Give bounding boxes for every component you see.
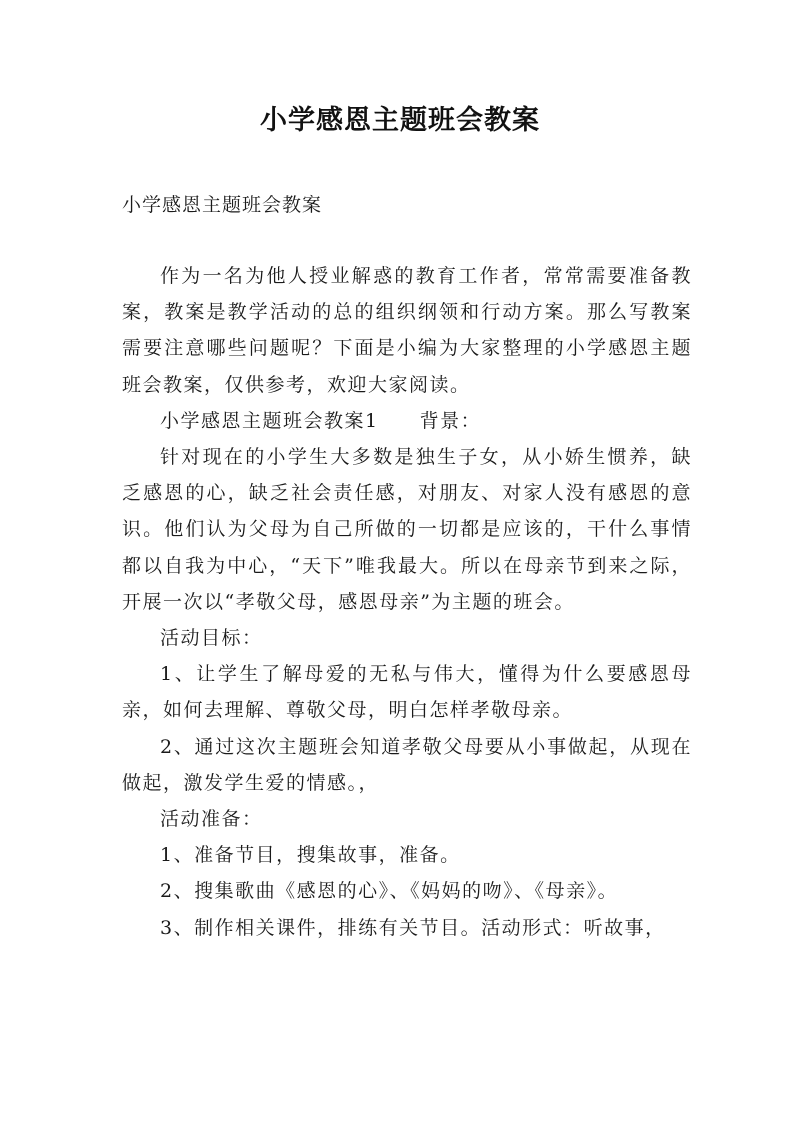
paragraph-intro: 作为一名为他人授业解惑的教育工作者，常常需要准备教案，教案是教学活动的总的组织纲领和行动方案。那么写教案需要注意哪些问题呢？下面是小编为大家整理的小学感恩主题班会教案，仅供参考，欢迎大家阅读。 bbox=[122, 265, 692, 396]
paragraph-goals-heading: 活动目标： bbox=[160, 627, 263, 650]
paragraph-goal-2: 2、通过这次主题班会知道孝敬父母要从小事做起，从现在做起，激发学生爱的情感。， bbox=[122, 735, 692, 794]
paragraph-prep-1: 1、准备节目，搜集故事，准备。 bbox=[160, 844, 461, 867]
paragraph-prep-3: 3、制作相关课件，排练有关节目。活动形式：听故事， bbox=[160, 916, 666, 939]
paragraph-goal-1: 1、让学生了解母爱的无私与伟大，懂得为什么要感恩母亲，如何去理解、尊敬父母，明白怎样孝敬母亲。 bbox=[122, 663, 692, 722]
document-subtitle: 小学感恩主题班会教案 bbox=[122, 194, 323, 216]
paragraph-prep-heading: 活动准备： bbox=[160, 808, 263, 831]
paragraph-background: 针对现在的小学生大多数是独生子女，从小娇生惯养，缺乏感恩的心，缺乏社会责任感，对朋友、对家人没有感恩的意识。他们认为父母为自己所做的一切都是应该的，干什么事情都以自我为中心，“天下”唯我最大。所以在母亲节到来之际，开展一次以“孝敬父母，感恩母亲”为主题的班会。 bbox=[122, 446, 692, 613]
paragraph-prep-2: 2、搜集歌曲《感恩的心》、《妈妈的吻》、《母亲》。 bbox=[160, 880, 619, 903]
document-body bbox=[122, 258, 692, 946]
document-title: 小学感恩主题班会教案 bbox=[260, 105, 540, 136]
paragraph-section-heading: 小学感恩主题班会教案1 背景： bbox=[160, 409, 482, 432]
